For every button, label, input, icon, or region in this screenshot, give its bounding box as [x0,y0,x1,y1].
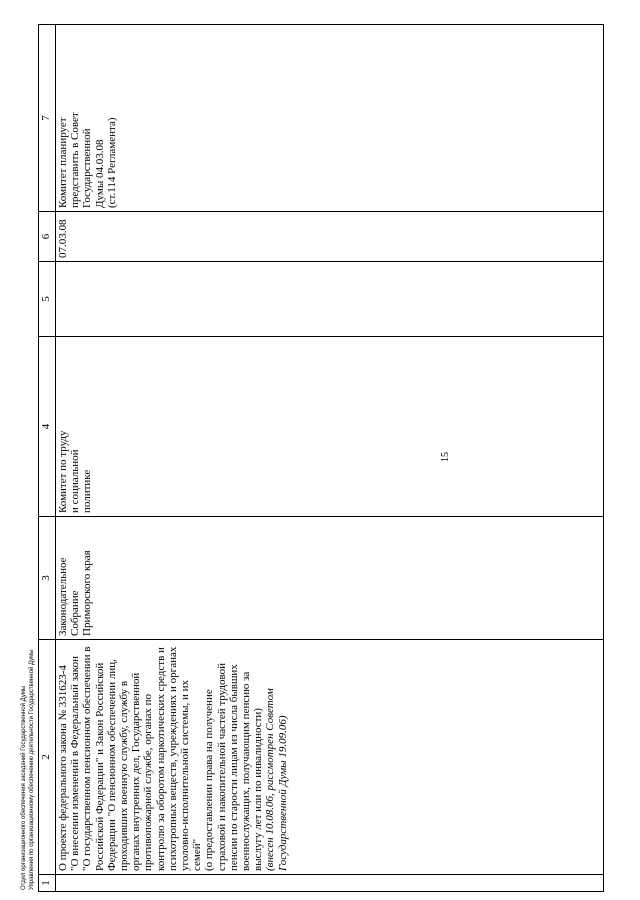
bill-title-line: противопожарной службе, органах по [142,694,155,871]
date-value: 07.03.08 [57,219,69,258]
bill-title-line: Российской Федерации" и Закон Российской [93,662,106,871]
column-header-3: 3 [39,517,56,639]
bill-author-line: Законодательное [57,557,69,636]
bill-title-line: (о предоставлении права на получение [203,689,216,871]
column-header-2: 2 [39,640,56,874]
date-cell [57,215,69,258]
bill-title-line: проходивших военную службу, службу в [118,680,131,871]
column-3 [39,516,603,639]
bill-title-line: контролю за оборотом наркотических средств и [154,647,167,871]
bills-table [38,24,604,892]
column-6 [39,211,603,261]
bill-title-line: военнослужащих, получающим пенсию за [240,671,253,871]
remarks-line: Думы 04.03.08 [93,139,106,208]
bill-author-line: Приморского края [81,550,94,636]
committee-line: и социальной [69,449,82,513]
bill-title-line: "О внесении изменений в Федеральный закон [69,656,82,871]
column-4 [39,336,603,516]
footer-line-2: Управления по организационному обеспечению деятельности Государственной Думы [29,649,35,890]
bill-title-line: психотропных веществ, учреждениях и органах [166,646,179,871]
column-5 [39,261,603,336]
page-number: 15 [440,452,451,462]
bill-author-cell [57,520,94,636]
bill-title-line: уголовно-исполнительной системы, и их [179,679,192,871]
column-header-5: 5 [39,262,56,336]
bill-title-line: выслугу лет или по инвалидности) [252,708,265,871]
bill-title-line: О проекте федерального закона № 331623-4 [57,665,69,871]
remarks-line: представить в Совет [69,112,82,208]
committee-line: Комитет по труду [57,430,69,513]
remarks-line: Государственной [81,128,94,208]
committee-line: политике [81,469,94,513]
column-header-4: 4 [39,337,56,516]
bill-title-cell [57,643,289,871]
footer [20,649,36,890]
column-7 [39,25,603,211]
bill-note-line: Государственной Думы 19.09.06) [276,715,289,871]
bill-title-line: пенсии по старости лицам из числа бывших [227,664,240,871]
bill-note-line: (внесен 10.08.06, рассмотрен Советом [264,688,277,871]
bill-title-line: Федерации "О пенсионном обеспечении лиц, [105,659,118,871]
remarks-cell [57,28,118,208]
remarks-line: Комитет планирует [57,117,69,208]
footer-line-1: Отдел организационного обеспечения заседаний Государственной Думы [21,685,27,890]
bill-author-line: Собрание [69,590,82,636]
column-header-6: 6 [39,212,56,261]
column-2 [39,639,603,874]
bill-title-line: страховой и накопительной частей трудовой [215,662,228,871]
bill-title-line: "О государственном пенсионном обеспечении в [81,646,94,871]
bill-title-line: органах внутренних дел, Государственной [130,672,143,871]
committee-cell [57,340,94,513]
column-header-1: 1 [39,875,56,891]
column-1 [39,874,603,891]
bill-title-line: семей" [191,838,204,871]
column-header-7: 7 [39,25,56,211]
remarks-line: (ст.114 Регламента) [105,117,118,208]
